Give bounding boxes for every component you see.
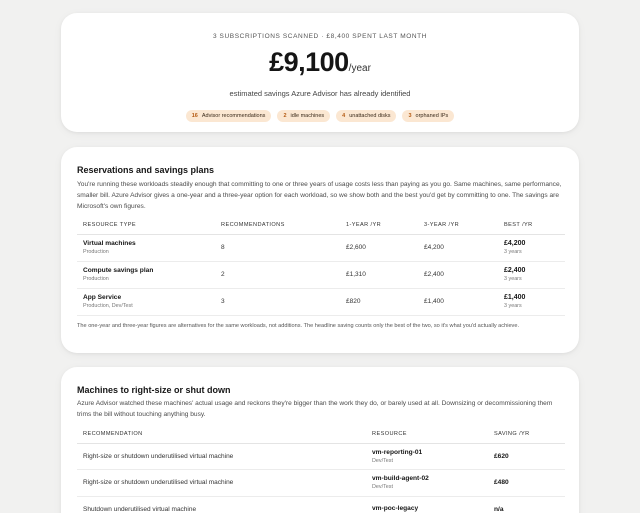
one-year-saving: £1,310	[340, 261, 418, 288]
pill-count: 2	[283, 113, 287, 119]
resource-cell	[77, 261, 215, 288]
col-saving: SAVING /YR	[488, 426, 565, 443]
table-header-row	[77, 217, 565, 234]
scan-summary: 3 SUBSCRIPTIONS SCANNED · £8,400 SPENT LAST MONTH	[212, 33, 428, 40]
pill-unattached-disks[interactable]	[336, 110, 396, 122]
pill-label: unattached disks	[349, 113, 391, 119]
saving-cell	[488, 470, 565, 497]
recommendation-count: 3	[215, 288, 340, 315]
three-year-saving: £4,200	[418, 234, 498, 261]
savings-caption: estimated savings Azure Advisor has already identified	[229, 89, 411, 98]
best-saving: £2,400	[504, 267, 526, 274]
table-row[interactable]	[77, 496, 565, 513]
savings-amount	[61, 47, 579, 78]
table-row[interactable]	[77, 470, 565, 497]
best-term: 3 years	[504, 303, 522, 309]
environment: Dev/Test	[372, 457, 393, 464]
table-row[interactable]	[77, 261, 565, 288]
resource-cell	[366, 443, 488, 470]
recommendation: Shutdown underutilised virtual machine	[77, 496, 366, 513]
savings-value: £9,100	[269, 47, 349, 77]
saving-value: £620	[494, 452, 509, 460]
saving-value: n/a	[494, 505, 504, 513]
resource-type: Compute savings plan	[83, 267, 154, 274]
reservations-card	[61, 147, 579, 353]
resource-cell	[366, 470, 488, 497]
best-cell	[498, 261, 565, 288]
recommendation-count: 8	[215, 234, 340, 261]
best-saving: £4,200	[504, 240, 526, 247]
reservations-table	[77, 217, 565, 316]
environment: Production	[83, 276, 109, 282]
table-row[interactable]	[77, 288, 565, 315]
pill-label: Advisor recommendations	[201, 113, 266, 119]
resource-type: App Service	[83, 294, 122, 301]
col-3-year: 3-YEAR /YR	[418, 217, 498, 234]
pill-advisor-recommendations[interactable]	[186, 110, 272, 122]
pill-count: 4	[342, 113, 346, 119]
col-best: BEST /YR	[498, 217, 565, 234]
saving-value: £480	[494, 479, 509, 487]
table-row[interactable]	[77, 443, 565, 470]
environment: Production, Dev/Test	[83, 303, 133, 309]
best-saving: £1,400	[504, 294, 526, 301]
section-description: You're running these workloads steadily enough that committing to one or three years of usage costs less than paying as you go. Same machines, same performance, smaller bill. Azure Advisor gives a one-year and a three-year option for each workload, so we show both and the best you'd get by committing to one. The savings are Microsoft's own figures.	[77, 181, 562, 210]
col-resource: RESOURCE	[366, 426, 488, 443]
one-year-saving: £2,600	[340, 234, 418, 261]
one-year-saving: £820	[340, 288, 418, 315]
rightsize-table	[77, 426, 565, 513]
resource-type: Virtual machines	[83, 240, 136, 247]
savings-unit: /year	[348, 63, 371, 74]
pill-idle-machines[interactable]	[277, 110, 330, 122]
section-title: Reservations and savings plans	[77, 165, 215, 175]
pill-count: 3	[408, 113, 412, 119]
resource-cell	[366, 496, 488, 513]
resource-cell	[77, 234, 215, 261]
section-title: Machines to right-size or shut down	[77, 385, 231, 395]
resource-cell	[77, 288, 215, 315]
savings-summary-card	[61, 13, 579, 132]
resource-name: vm-reporting-01	[372, 448, 423, 456]
three-year-saving: £2,400	[418, 261, 498, 288]
section-description: Azure Advisor watched these machines' actual usage and reckons they're bigger than the work they do, or barely used at all. Downsizing or decommissioning them trims the bill without touching anything busy.	[77, 400, 553, 418]
recommendation-count: 2	[215, 261, 340, 288]
environment: Production	[83, 249, 109, 255]
environment: Dev/Test	[372, 484, 393, 491]
summary-pills	[61, 110, 579, 122]
three-year-saving: £1,400	[418, 288, 498, 315]
recommendation: Right-size or shutdown underutilised virtual machine	[77, 443, 366, 470]
table-footnote: The one-year and three-year figures are alternatives for the same workloads, not additions. The headline saving counts only the best of the two, so it's what you'd actually achieve.	[77, 323, 520, 329]
resource-name: vm-build-agent-02	[372, 475, 429, 483]
pill-count: 16	[191, 113, 198, 119]
pill-orphaned-ips[interactable]	[402, 110, 454, 122]
pill-label: orphaned IPs	[415, 113, 449, 119]
rightsize-card	[61, 367, 579, 513]
best-cell	[498, 288, 565, 315]
table-header-row	[77, 426, 565, 443]
recommendation: Right-size or shutdown underutilised virtual machine	[77, 470, 366, 497]
pill-label: idle machines	[290, 113, 325, 119]
best-cell	[498, 234, 565, 261]
col-resource-type: RESOURCE TYPE	[77, 217, 215, 234]
best-term: 3 years	[504, 249, 522, 255]
resource-name: vm-poc-legacy	[372, 504, 419, 512]
saving-cell	[488, 496, 565, 513]
saving-cell	[488, 443, 565, 470]
col-recommendation: RECOMMENDATION	[77, 426, 366, 443]
table-row[interactable]	[77, 234, 565, 261]
best-term: 3 years	[504, 276, 522, 282]
col-1-year: 1-YEAR /YR	[340, 217, 418, 234]
col-recommendations: RECOMMENDATIONS	[215, 217, 340, 234]
